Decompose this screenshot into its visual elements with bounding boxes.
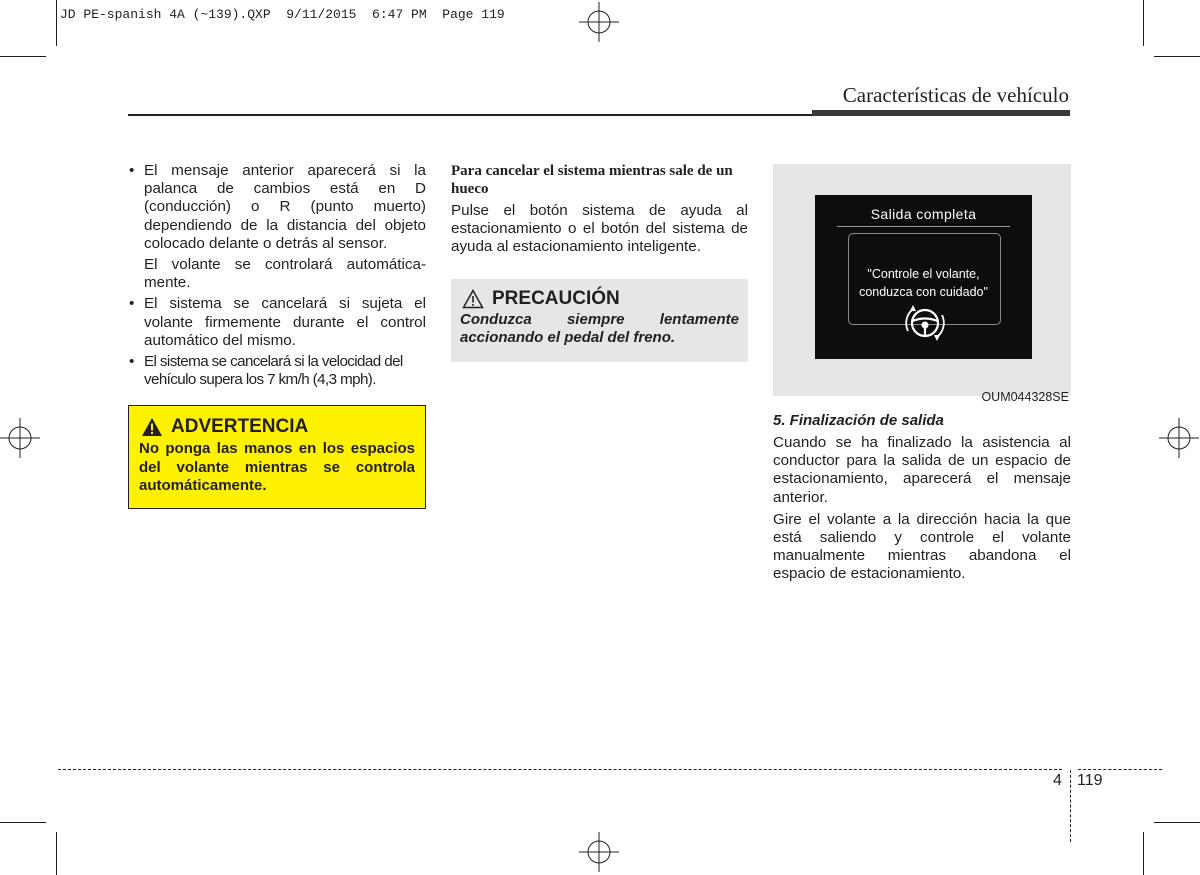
crop-mark <box>0 56 46 57</box>
list-item: • El sistema se cancelará si la velocidad del vehículo supera los 7 km/h (4,3 mph). <box>128 353 426 389</box>
caution-title: PRECAUCIÓN <box>492 287 620 309</box>
figure-code: OUM044328SE <box>981 389 1069 404</box>
column-middle <box>451 162 748 362</box>
body-paragraph: Pulse el botón sistema de ayuda al estacionamiento o el botón del sistema de ayuda al estacionamiento inteligente. <box>451 202 748 256</box>
screen-divider <box>837 226 1010 227</box>
caution-heading <box>460 288 739 310</box>
bullet-list <box>128 162 426 253</box>
screen-message-line: conduzca con cuidado" <box>859 285 988 299</box>
list-item: • El sistema se cancelará si sujeta el volante firmemente durante el control automático del mismo. <box>128 295 426 350</box>
screen-message <box>815 265 1032 301</box>
crop-mark <box>56 0 57 46</box>
body-paragraph: Gire el volante a la dirección hacia la que está saliendo y controle el volante manualmente mientras abandona el espacio de estacionamiento. <box>773 510 1071 583</box>
section-heading: Para cancelar el sistema mientras sale de un hueco <box>451 163 733 197</box>
screen-title: Salida completa <box>870 206 977 222</box>
crop-mark <box>1154 56 1200 57</box>
crop-mark <box>1154 822 1200 823</box>
warning-box <box>128 405 426 509</box>
print-slug: JD PE-spanish 4A (~139).QXP 9/11/2015 6:47 PM Page 119 <box>60 7 505 22</box>
figure-caption: 5. Finalización de salida <box>773 412 944 429</box>
crop-mark <box>1143 832 1144 875</box>
header-rule-accent <box>812 110 1070 116</box>
crop-mark <box>0 822 46 823</box>
footer-rule <box>58 769 1062 770</box>
registration-mark-icon <box>579 2 619 42</box>
page-number: 119 <box>1077 772 1103 789</box>
cluster-display-figure <box>773 164 1071 404</box>
steering-wheel-icon <box>899 301 951 345</box>
list-item: • El mensaje anterior aparecerá si la palanca de cambios está en D (conducción) o R (punto muerto) dependiendo de la distancia del objeto colocado delante o detrás al sensor. <box>128 162 426 253</box>
caution-box <box>451 279 748 362</box>
footer-divider <box>1070 770 1071 842</box>
warning-heading <box>139 416 415 438</box>
crop-mark <box>56 832 57 875</box>
cluster-screen <box>815 195 1032 359</box>
column-right <box>773 164 1071 584</box>
registration-mark-icon <box>0 418 40 458</box>
chapter-number: 4 <box>1053 772 1062 789</box>
bullet-list <box>128 295 426 389</box>
caution-triangle-icon <box>462 289 484 309</box>
footer-rule <box>1078 769 1162 770</box>
screen-message-line: "Controle el volante, <box>867 267 980 281</box>
crop-mark <box>1143 0 1144 46</box>
registration-mark-icon <box>1159 418 1199 458</box>
list-item-continuation: El volante se controlará automática-mente. <box>144 256 426 292</box>
warning-title: ADVERTENCIA <box>171 416 309 438</box>
warning-text: No ponga las manos en los espacios del volante mientras se controla automáticamente. <box>139 440 415 495</box>
column-left <box>128 162 426 509</box>
body-paragraph: Cuando se ha finalizado la asistencia al conductor para la salida de un espacio de estacionamiento, aparecerá el mensaje anterior. <box>773 434 1071 506</box>
warning-triangle-icon <box>141 417 163 437</box>
registration-mark-icon <box>579 832 619 872</box>
header-rule <box>128 114 813 116</box>
caution-text: Conduzca siempre lentamente accionando el pedal del freno. <box>460 310 739 347</box>
chapter-title: Características de vehículo <box>842 83 1069 107</box>
